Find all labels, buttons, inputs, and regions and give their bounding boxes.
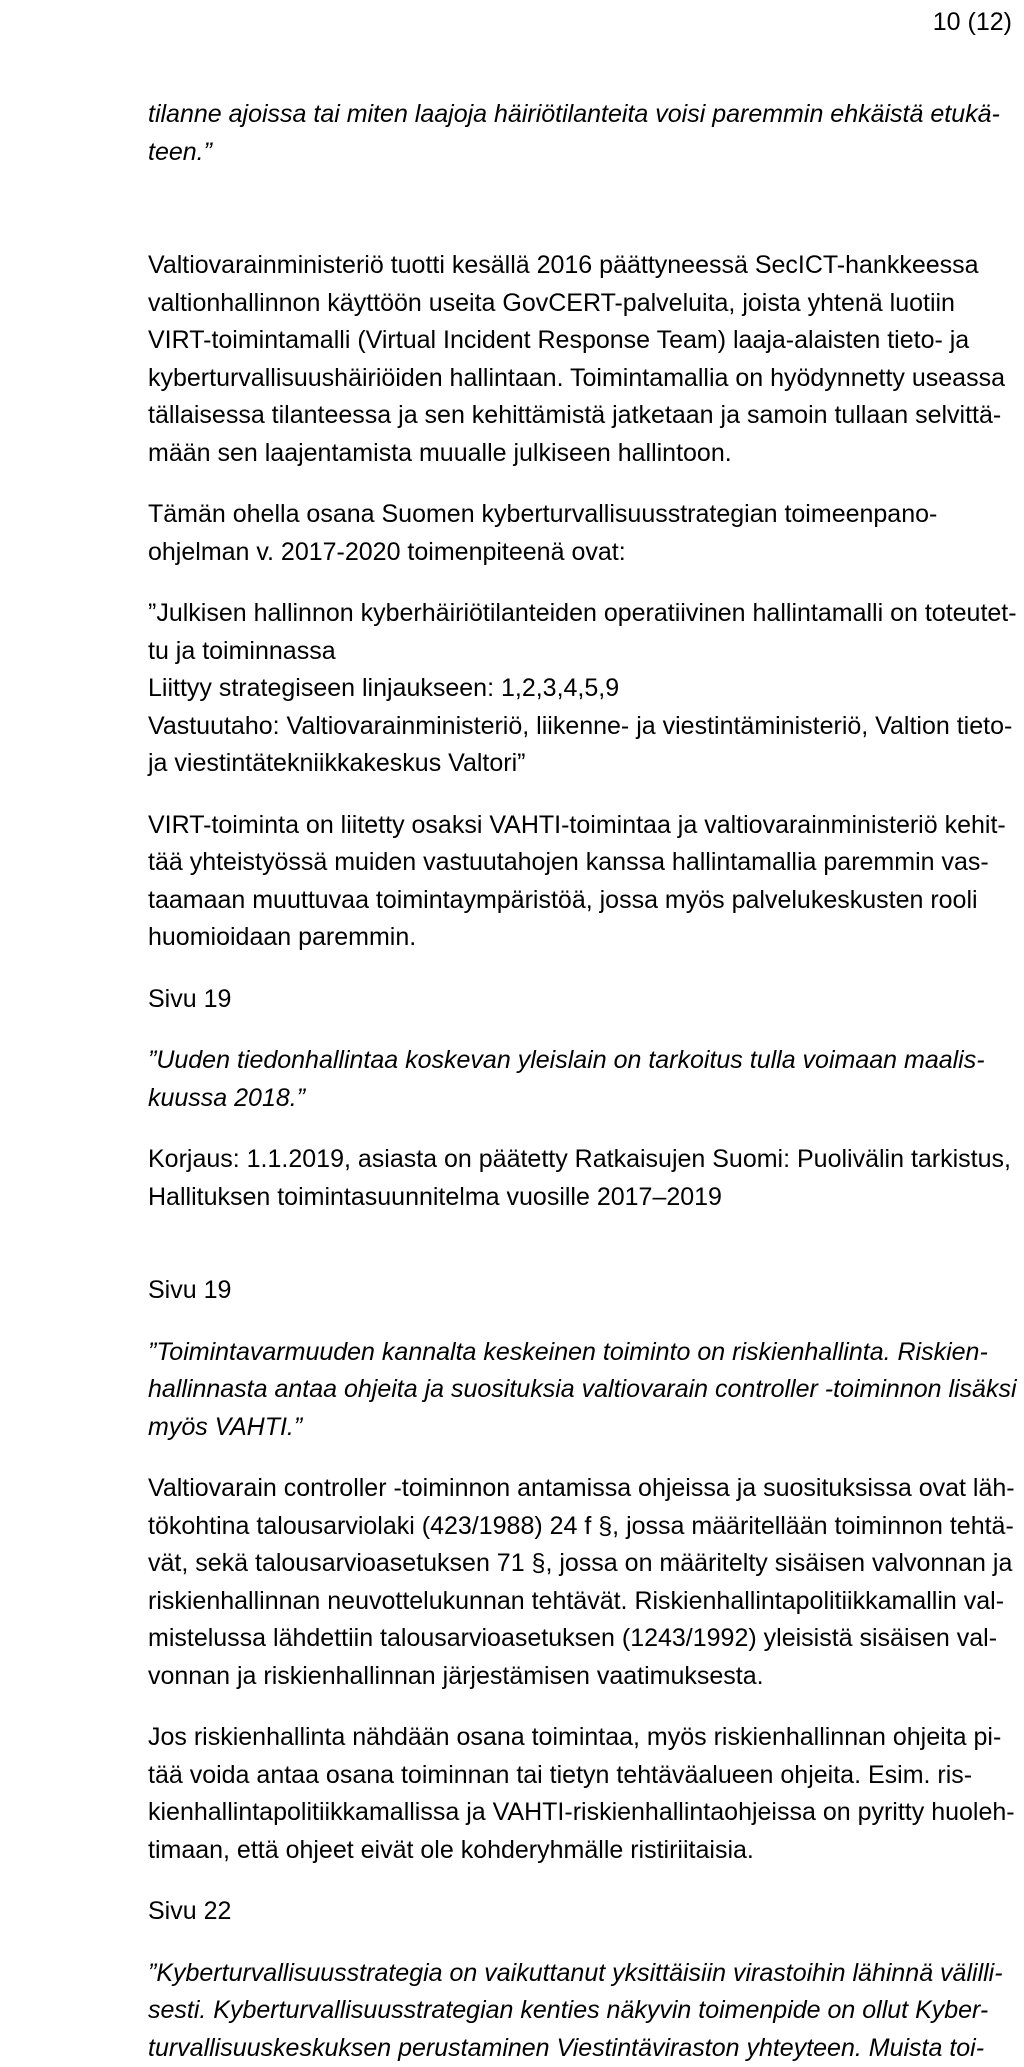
text-line: kuussa 2018.”	[148, 1080, 986, 1118]
text-line: myös VAHTI.”	[148, 1409, 986, 1447]
text-line: VIRT-toimintamalli (Virtual Incident Response Team) laaja-alaisten tieto- ja	[148, 322, 986, 360]
text-line: vonnan ja riskienhallinnan järjestämisen vaatimuksesta.	[148, 1658, 986, 1696]
text-line: vät, sekä talousarvioasetuksen 71 §, jossa on määritelty sisäisen valvonnan ja	[148, 1545, 986, 1583]
text-line: mään sen laajentamista muualle julkiseen hallintoon.	[148, 435, 986, 473]
text-line: timaan, että ohjeet eivät ole kohderyhmälle ristiriitaisia.	[148, 1832, 986, 1870]
text-line: Sivu 19	[148, 1272, 986, 1310]
text-line: Korjaus: 1.1.2019, asiasta on päätetty Ratkaisujen Suomi: Puolivälin tarkistus,	[148, 1141, 986, 1179]
text-line: turvallisuuskeskuksen perustaminen Viestintäviraston yhteyteen. Muista toi-	[148, 2030, 986, 2067]
text-line: tää yhteistyössä muiden vastuutahojen kanssa hallintamallia paremmin vas-	[148, 844, 986, 882]
text-line: hallinnasta antaa ohjeita ja suosituksia valtiovarain controller -toiminnon lisäksi	[148, 1371, 986, 1409]
text-line: Tämän ohella osana Suomen kyberturvallisuusstrategian toimeenpano-	[148, 496, 986, 534]
text-line: Valtiovarainministeriö tuotti kesällä 2016 päättyneessä SecICT-hankkeessa	[148, 247, 986, 285]
text-line: tällaisessa tilanteessa ja sen kehittämistä jatketaan ja samoin tullaan selvittä-	[148, 397, 986, 435]
text-line: mistelussa lähdettiin talousarvioasetuksen (1243/1992) yleisistä sisäisen val-	[148, 1620, 986, 1658]
section-heading	[148, 981, 986, 1019]
text-line: tu ja toiminnassa	[148, 633, 986, 671]
body-paragraph	[148, 807, 986, 957]
text-line: ohjelman v. 2017-2020 toimenpiteenä ovat:	[148, 534, 986, 572]
body-paragraph	[148, 595, 986, 783]
text-line: Jos riskienhallinta nähdään osana toimintaa, myös riskienhallinnan ohjeita pi-	[148, 1719, 986, 1757]
body-paragraph	[148, 247, 986, 472]
section-heading	[148, 1893, 986, 1931]
text-line: valtionhallinnon käyttöön useita GovCERT-palveluita, joista yhtenä luotiin	[148, 285, 986, 323]
text-line: Liittyy strategiseen linjaukseen: 1,2,3,4,5,9	[148, 670, 986, 708]
text-line: Vastuutaho: Valtiovarainministeriö, liikenne- ja viestintäministeriö, Valtion tieto-	[148, 708, 986, 746]
text-line: kyberturvallisuushäiriöiden hallintaan. Toimintamallia on hyödynnetty useassa	[148, 360, 986, 398]
section-heading	[148, 1272, 986, 1310]
quote-paragraph	[148, 96, 986, 171]
text-line: Sivu 19	[148, 981, 986, 1019]
text-line: ”Toimintavarmuuden kannalta keskeinen toiminto on riskienhallinta. Riskien-	[148, 1334, 986, 1372]
text-line: kienhallintapolitiikkamallissa ja VAHTI-riskienhallintaohjeissa on pyritty huoleh-	[148, 1794, 986, 1832]
text-line: ”Uuden tiedonhallintaa koskevan yleislain on tarkoitus tulla voimaan maalis-	[148, 1042, 986, 1080]
text-line: sesti. Kyberturvallisuusstrategian kenties näkyvin toimenpide on ollut Kyber-	[148, 1992, 986, 2030]
text-line: Hallituksen toimintasuunnitelma vuosille 2017–2019	[148, 1179, 986, 1217]
text-line: ”Kyberturvallisuusstrategia on vaikuttanut yksittäisiin virastoihin lähinnä välilli-	[148, 1955, 986, 1993]
text-line: tökohtina talousarviolaki (423/1988) 24 f §, jossa määritellään toiminnon tehtä-	[148, 1508, 986, 1546]
text-line: Sivu 22	[148, 1893, 986, 1931]
text-line: ja viestintätekniikkakeskus Valtori”	[148, 745, 986, 783]
text-line: huomioidaan paremmin.	[148, 919, 986, 957]
text-line: taamaan muuttuvaa toimintaympäristöä, jossa myös palvelukeskusten rooli	[148, 882, 986, 920]
text-line: ”Julkisen hallinnon kyberhäiriötilanteiden operatiivinen hallintamalli on toteutet-	[148, 595, 986, 633]
body-paragraph	[148, 1719, 986, 1869]
text-line: Valtiovarain controller -toiminnon antamissa ohjeissa ja suosituksissa ovat läh-	[148, 1470, 986, 1508]
page-number: 10 (12)	[933, 6, 1012, 38]
quote-paragraph	[148, 1334, 986, 1447]
text-line: riskienhallinnan neuvottelukunnan tehtävät. Riskienhallintapolitiikkamallin val-	[148, 1583, 986, 1621]
body-paragraph	[148, 1470, 986, 1695]
document-body	[148, 96, 986, 2067]
quote-paragraph	[148, 1042, 986, 1117]
body-paragraph	[148, 1141, 986, 1216]
text-line: VIRT-toiminta on liitetty osaksi VAHTI-toimintaa ja valtiovarainministeriö kehit-	[148, 807, 986, 845]
body-paragraph	[148, 496, 986, 571]
text-line: tilanne ajoissa tai miten laajoja häiriötilanteita voisi paremmin ehkäistä etukä-	[148, 96, 986, 134]
text-line: teen.”	[148, 134, 986, 172]
text-line: tää voida antaa osana toiminnan tai tietyn tehtäväalueen ohjeita. Esim. ris-	[148, 1757, 986, 1795]
